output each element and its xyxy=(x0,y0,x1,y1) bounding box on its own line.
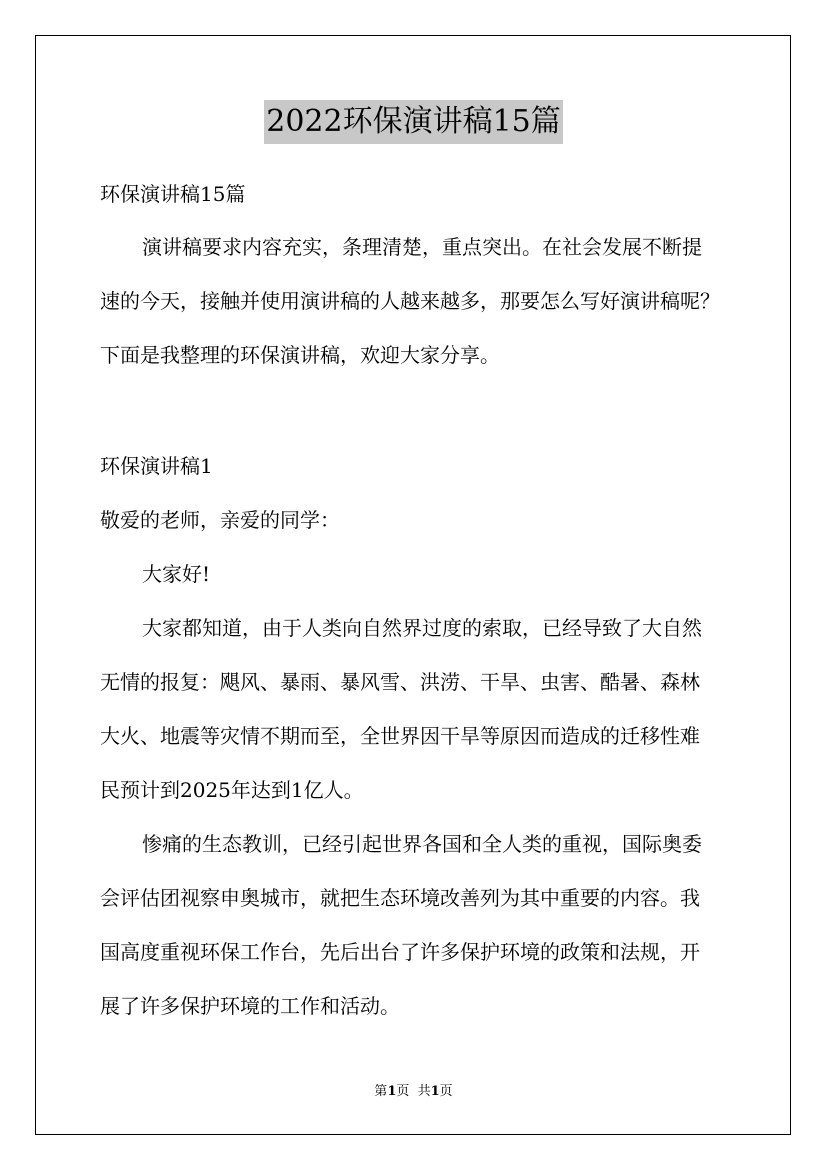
footer-prefix: 第 xyxy=(374,1084,388,1099)
intro-line-3: 下面是我整理的环保演讲稿，欢迎大家分享。 xyxy=(100,343,500,367)
intro-line-2: 速的今天，接触并使用演讲稿的人越来越多，那要怎么写好演讲稿呢？ xyxy=(100,289,720,313)
footer-total-pages: 1 xyxy=(430,1084,440,1099)
para1-line-4: 民预计到2025年达到1亿人。 xyxy=(100,778,364,802)
footer-mid: 页 共 xyxy=(396,1084,431,1099)
footer-page-number: 1 xyxy=(387,1084,397,1099)
salutation: 敬爱的老师，亲爱的同学： xyxy=(100,508,340,532)
intro-line-1: 演讲稿要求内容充实，条理清楚，重点突出。在社会发展不断提 xyxy=(142,235,702,259)
page-footer xyxy=(0,1084,827,1100)
greeting: 大家好! xyxy=(142,562,211,586)
document-title: 2022环保演讲稿15篇 xyxy=(264,100,563,144)
para2-line-3: 国高度重视环保工作台，先后出台了许多保护环境的政策和法规，开 xyxy=(100,940,700,964)
para2-line-2: 会评估团视察申奥城市，就把生态环境改善列为其中重要的内容。我 xyxy=(100,886,700,910)
subtitle: 环保演讲稿15篇 xyxy=(100,182,246,206)
para1-line-3: 大火、地震等灾情不期而至，全世界因干旱等原因而造成的迁移性难 xyxy=(100,724,700,748)
para2-line-4: 展了许多保护环境的工作和活动。 xyxy=(100,994,400,1018)
para1-line-1: 大家都知道，由于人类向自然界过度的索取，已经导致了大自然 xyxy=(142,616,702,640)
section-heading: 环保演讲稿1 xyxy=(100,454,213,478)
para1-line-2: 无情的报复：飓风、暴雨、暴风雪、洪涝、干旱、虫害、酷暑、森林 xyxy=(100,670,700,694)
para2-line-1: 惨痛的生态教训，已经引起世界各国和全人类的重视，国际奥委 xyxy=(142,832,702,856)
title-container xyxy=(0,100,827,144)
footer-suffix: 页 xyxy=(439,1084,453,1099)
